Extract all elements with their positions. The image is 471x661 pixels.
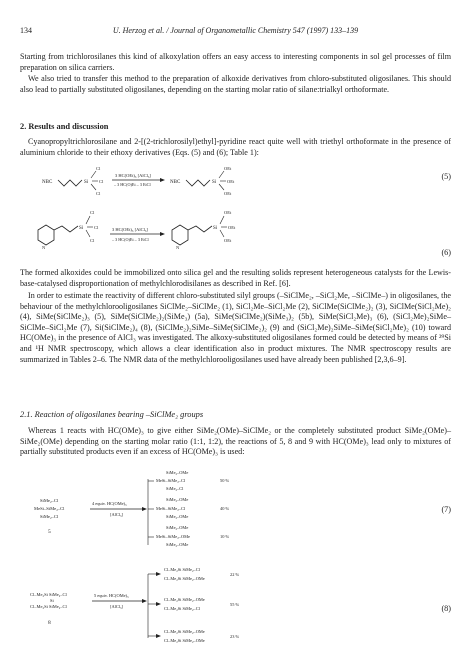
eq5-cl-top: Cl: [96, 166, 101, 171]
eq7-p2-line-2: MeSi–SiMe₂–Cl: [156, 506, 186, 511]
eq5-reagent-bottom: – 3 HC(O)Et – 3 EtCl: [114, 182, 151, 187]
equation-5-number: (5): [441, 172, 451, 181]
eq8-p1-percent: 22 %: [230, 572, 240, 577]
eq7-p1-line-3: SiMe₂–Cl: [166, 486, 184, 491]
eq6-cl-bot: Cl: [90, 238, 95, 243]
equation-8-number: (8): [441, 604, 451, 613]
eq7-reagent-top: 4 equiv. HC(OMe)₃: [92, 501, 127, 506]
eq8-p3-percent: 23 %: [230, 634, 240, 639]
eq8-product-2: [148, 597, 239, 611]
eq5-oet-top: OEt: [224, 166, 232, 171]
eq5-left-chain: [58, 180, 82, 186]
paragraph-immobilization: The formed alkoxides could be immobilized onto silica gel and the resulting solids represent heterogeneous catalysts for the Lewis-base-catalysed disproportionation of methylchlorodisilanes as described in Ref. [6].: [20, 268, 451, 288]
eq5-right-nbc: NBC: [170, 180, 181, 185]
equation-7-number: (7): [441, 505, 451, 514]
eq6-left-n: N: [42, 245, 46, 250]
section-heading: 2. Results and discussion: [20, 122, 109, 131]
paragraph-intro-1: Starting from trichlorosilanes this kind of alkoxylation offers an easy access to interesting components in sol gel processes of film preparation on silica carriers.: [20, 52, 451, 72]
eq8-reactant-line-2: Si: [50, 598, 54, 603]
paragraph-reactivity: In order to estimate the reactivity of different chloro-substituted silyl groups (–SiClMe₂, –SiCl₂Me, –SiClMe–) in oligosilanes, the behaviour of the methylchlorooligosilanes SiClMe₂–SiClMe₂ (1), SiCl₂Me–SiCl₂Me (2), SiClMe(SiClMe₂)₂ (3), SiClMe(SiCl₂Me)₂ (4), SiMe(SiClMe₂)₃ (5), SiMe(SiClMe₂)₂(SiMe₃) (5a), SiMe(SiClMe₂)(SiMe₃)₂ (5b), SiMe(SiCl₂Me)₃ (6), (SiCl₂Me)₂SiMe–SiClMe–SiCl₂Me (7), Si(SiClMe₂)₄ (8), (SiClMe₂)₂SiMe–SiMe(SiClMe₂)₂ (9) and (SiCl₂Me)₂SiMe–SiMe(SiCl₂Me)₂ (10) toward HC(OMe)₃ in the presence of AlCl₃ was investigated. The alkoxy-substituted oligosilanes formed could be detected by means of ²⁹Si and ¹H NMR spectroscopy, which allows a clear identification also in product mixtures. The NMR spectroscopy results are summarized in Tables 2–6. The NMR data of the methylchlorooligosilanes used have already been published [2,3,6–9].: [20, 291, 451, 364]
eq7-reactant-label: 5: [48, 529, 51, 535]
eq8-reactant-line-3: Cl–Me₂Si SiMe₂–Cl: [30, 604, 67, 609]
eq6-oet-top: OEt: [224, 210, 232, 215]
eq7-product-3: [148, 525, 229, 547]
eq8-p2-line-2: Cl–Me₂Si SiMe₂–Cl: [164, 606, 200, 611]
eq6-left-si: Si: [79, 226, 84, 231]
eq5-oet-mid: OEt: [227, 179, 235, 184]
eq6-right-n: N: [176, 245, 180, 250]
equation-8-scheme: [20, 558, 420, 654]
eq6-cl-top: Cl: [90, 210, 95, 215]
eq7-p3-line-3: SiMe₂–OMe: [166, 542, 189, 547]
eq7-p3-line-1: SiMe₂–OMe: [166, 525, 189, 530]
paragraph-intro-2: We also tried to transfer this method to the preparation of alkoxide derivatives from chloro-substituted oligosilanes. This should also lead to partially substituted oligosilanes, depending on the starting molar ratio of silane:trialkyl orthoformate.: [20, 74, 451, 94]
eq6-oet-mid: OEt: [228, 225, 236, 230]
subsection-heading: 2.1. Reaction of oligosilanes bearing –SiClMe₂ groups: [20, 410, 204, 419]
eq7-reactant-line-3: SiMe₂–Cl: [40, 514, 59, 519]
eq7-p3-percent: 10 %: [220, 534, 230, 539]
eq6-right-si: Si: [213, 226, 218, 231]
eq8-product-1: [148, 567, 239, 581]
eq6-reagent-bottom: – 3 HC(O)Et – 3 EtCl: [112, 237, 149, 242]
eq8-p2-line-1: Cl–Me₂Si SiMe₂–OMe: [164, 597, 205, 602]
eq5-left-nbc: NBC: [42, 180, 53, 185]
journal-citation: U. Herzog et al. / Journal of Organometallic Chemistry 547 (1997) 133–139: [112, 26, 359, 35]
subsection-paragraph: Whereas 1 reacts with HC(OMe)₃ to give either SiMe₂(OMe)–SiClMe₂ or the completely substituted product SiMe₂(OMe)–SiMe₂(OMe) depending on the starting molar ratio (1:1, 1:2), the reactions of 5, 8 and 9 with HC(OMe)₃ lead only to mixtures of partially substituted products even if an excess of HC(OMe)₃ is used:: [20, 426, 451, 457]
eq5-cl-bot: Cl: [96, 191, 101, 196]
section-intro-paragraph: Cyanopropyltrichlorosilane and 2-[(2-trichlorosilyl)ethyl]-pyridine react quite well with triethyl orthoformate in the presence of aluminium chloride to their ethoxy derivatives (Eqs. (5) and (6); Table 1):: [20, 137, 451, 157]
eq5-reagent-top: 3 HC(OEt)₃ [AlCl₃]: [115, 173, 151, 178]
eq5-oet-bot: OEt: [224, 191, 232, 196]
eq7-reactant: [34, 498, 65, 535]
eq8-p1-line-2: Cl–Me₂Si SiMe₂–OMe: [164, 576, 205, 581]
eq7-product-2: [148, 497, 229, 519]
equation-7-scheme: [20, 465, 420, 553]
eq8-p2-percent: 55 %: [230, 602, 240, 607]
eq8-reactant: [30, 592, 68, 626]
eq8-reagent-top: 5 equiv. HC(OMe)₃: [94, 593, 129, 598]
eq6-left-pyridine-ring: [38, 225, 54, 245]
eq7-p2-line-1: SiMe₂–OMe: [166, 497, 189, 502]
eq7-p2-percent: 40 %: [220, 506, 230, 511]
eq6-right-pyridine-ring: [172, 225, 188, 245]
page-header: [20, 26, 451, 38]
eq7-product-1: [148, 470, 229, 491]
eq7-p1-line-2: MeSi–SiMe₂–Cl: [156, 478, 186, 483]
eq8-p3-line-1: Cl–Me₂Si SiMe₂–OMe: [164, 629, 205, 634]
eq7-reactant-line-1: SiMe₂–Cl: [40, 498, 59, 503]
equation-5-scheme: [20, 158, 410, 198]
eq8-p3-line-2: Cl–Me₂Si SiMe₂–OMe: [164, 638, 205, 643]
page-number: 134: [20, 26, 32, 35]
eq8-reactant-line-1: Cl–Me₂Si SiMe₂–Cl: [30, 592, 67, 597]
eq8-reagent-bottom: [AlCl₃]: [110, 604, 123, 609]
eq7-reagent-bottom: [AlCl₃]: [110, 512, 123, 517]
eq5-right-si: Si: [212, 180, 217, 185]
equation-6-number: (6): [441, 248, 451, 257]
eq7-p2-line-3: SiMe₂–OMe: [166, 514, 189, 519]
eq6-reagent-top: 3 HC(OEt)₃ [AlCl₃]: [112, 227, 148, 232]
eq7-p1-percent: 50 %: [220, 478, 230, 483]
equation-6-scheme: [20, 202, 410, 262]
eq5-cl-mid: Cl: [99, 179, 104, 184]
eq8-reactant-label: 8: [48, 620, 51, 626]
eq7-p3-line-2: MeSi–SiMe₂–OMe: [156, 534, 190, 539]
eq7-reactant-line-2: MeSi–SiMe₂–Cl: [34, 506, 65, 511]
eq6-oet-bot: OEt: [224, 238, 232, 243]
eq6-cl-mid: Cl: [94, 225, 99, 230]
eq7-p1-line-1: SiMe₂–OMe: [166, 470, 189, 475]
eq8-product-3: [148, 629, 239, 643]
eq5-left-si: Si: [84, 180, 89, 185]
eq8-p1-line-1: Cl–Me₂Si SiMe₂–Cl: [164, 567, 200, 572]
